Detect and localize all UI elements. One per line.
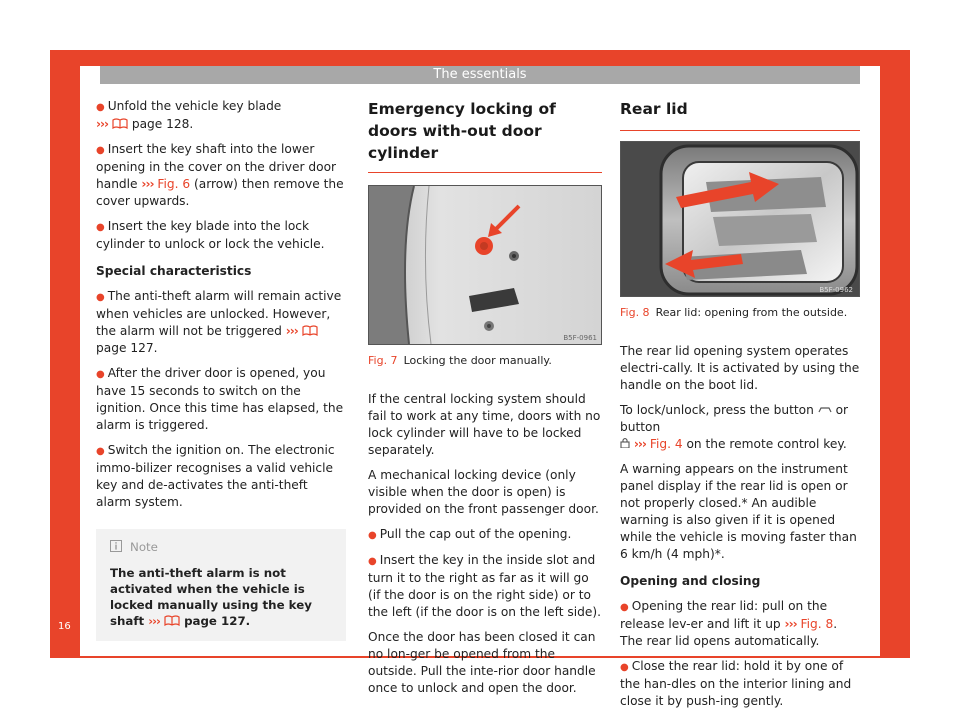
bullet-item: ● Insert the key shaft into the lower opening in the cover on the driver door handle ››› Fig. 6 (arrow) then remove the cover upwards. (96, 142, 344, 208)
bullet-icon: ● (620, 662, 629, 673)
book-icon (302, 325, 318, 336)
reference-arrows: ››› (141, 177, 154, 191)
paragraph: If the central locking system should fail to work at any time, doors with no lock cylinder will have to be locked separately. (368, 392, 601, 457)
page-link[interactable]: page 127. (184, 614, 251, 628)
bullet-icon: ● (96, 222, 105, 233)
page-link[interactable]: page 127 (96, 341, 154, 355)
figure-link[interactable]: Fig. 6 (157, 177, 191, 191)
bullet-icon: ● (620, 602, 629, 613)
note-text: The anti-theft alarm is not activated when the vehicle is locked manually using the key shaft ››› page 127. (110, 566, 312, 628)
bullet-item: ● Insert the key in the inside slot and turn it to the right as far as it will go (if the door is on the right side) or to the left (if the door is on the left side). (368, 553, 601, 619)
bullet-item: ● Switch the ignition on. The electronic immo-bilizer recognises a valid vehicle key and de-activates the anti-theft alarm system. (96, 443, 335, 509)
bullet-item: ● The anti-theft alarm will remain active when vehicles are unlocked. However, the alarm will not be triggered ››› page 127. (96, 289, 342, 355)
column-left (96, 98, 346, 641)
bullet-item: ● Pull the cap out of the opening. (368, 527, 572, 541)
subheading: Special characteristics (96, 264, 252, 278)
bullet-icon: ● (96, 145, 105, 156)
section-heading: Emergency locking of doors with-out door cylinder (368, 100, 556, 162)
book-icon (112, 118, 128, 129)
subheading: Opening and closing (620, 574, 761, 588)
bullet-icon: ● (96, 102, 105, 113)
figure-code: B5F-0961 (563, 334, 597, 342)
paragraph: A warning appears on the instrument panel display if the rear lid is open or not properly closed.* An audible warning is also given if it is opened while the vehicle is moving faster than 6 km/h (4 mph)*. (620, 462, 857, 561)
page-number: 16 (58, 621, 71, 632)
reference-arrows: ››› (633, 437, 646, 451)
door-lock-illustration (369, 186, 601, 344)
figure-caption: Fig. 7 Locking the door manually. (368, 354, 552, 367)
lock-icon (620, 437, 630, 448)
figure-link[interactable]: Fig. 4 (649, 437, 683, 451)
heading-rule (368, 172, 602, 173)
reference-arrows: ››› (784, 617, 797, 631)
bullet-icon: ● (368, 556, 377, 567)
bullet-icon: ● (368, 530, 377, 541)
info-icon (110, 540, 122, 552)
column-right (620, 98, 860, 718)
page-header: The essentials (100, 66, 860, 84)
paragraph: The rear lid opening system operates electri-cally. It is activated by using the handle on the boot lid. (620, 344, 860, 392)
figure-code: B5F-0962 (819, 286, 853, 294)
section-heading: Rear lid (620, 100, 688, 118)
heading-rule (620, 130, 860, 131)
figure-caption: Fig. 8 Rear lid: opening from the outside. (620, 306, 848, 319)
bullet-icon: ● (96, 292, 105, 303)
figure-door-lock (368, 185, 602, 345)
bullet-item: ● Close the rear lid: hold it by one of the han-dles on the interior lining and close it by push-ing gently. (620, 659, 852, 708)
paragraph: To lock/unlock, press the button or button ››› Fig. 4 on the remote control key. (620, 403, 849, 451)
reference-arrows: ››› (148, 614, 160, 628)
car-trunk-icon (818, 406, 832, 414)
figure-link[interactable]: Fig. 8 (800, 617, 834, 631)
rear-lid-illustration (621, 142, 859, 296)
book-icon (164, 615, 180, 626)
page-link[interactable]: page 128 (131, 117, 190, 131)
paragraph: A mechanical locking device (only visible when the door is open) is provided on the front passenger door. (368, 468, 599, 516)
bullet-icon: ● (96, 369, 105, 380)
note-title: Note (110, 539, 334, 555)
paragraph: Once the door has been closed it can no lon-ger be opened from the outside. Pull the inte-rior door handle once to unlock and open the door. (368, 630, 596, 695)
column-middle (368, 98, 602, 705)
reference-arrows: ››› (96, 117, 109, 131)
note-box (96, 529, 346, 641)
bullet-item: ● Unfold the vehicle key blade ››› page 128. (96, 99, 282, 131)
bullet-item: ● Opening the rear lid: pull on the release lev-er and lift it up ››› Fig. 8. The rear lid opens automatically. (620, 599, 838, 648)
bullet-item: ● Insert the key blade into the lock cylinder to unlock or lock the vehicle. (96, 219, 325, 251)
bullet-icon: ● (96, 446, 105, 457)
reference-arrows: ››› (285, 324, 298, 338)
bullet-item: ● After the driver door is opened, you have 15 seconds to switch on the ignition. Once this time has elapsed, the alarm is triggered. (96, 366, 344, 432)
figure-rear-lid (620, 141, 860, 297)
